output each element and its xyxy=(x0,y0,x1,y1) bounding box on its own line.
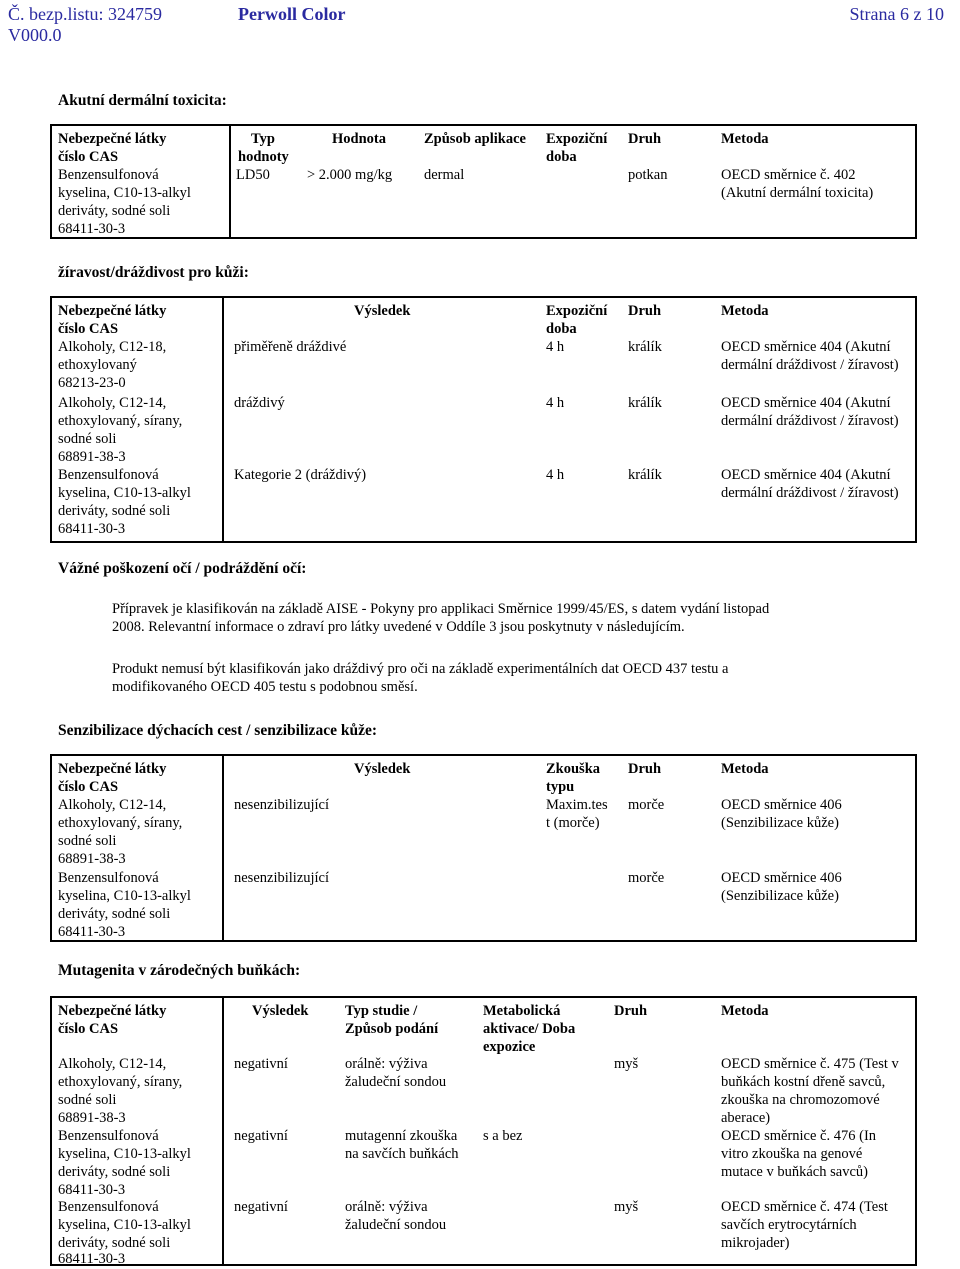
header-type-2: hodnoty xyxy=(238,149,289,165)
row-cas: 68411-30-3 xyxy=(58,221,126,237)
row-study: na savčích buňkách xyxy=(345,1146,459,1162)
header-exposure-2: doba xyxy=(546,149,577,165)
header-species: Druh xyxy=(628,303,662,319)
row-method: vitro zkouška na genové xyxy=(721,1146,863,1162)
header-method: Metoda xyxy=(721,761,769,777)
sensitization-title: Senzibilizace dýchacích cest / senzibilizace kůže: xyxy=(58,722,377,739)
row-substance: Alkoholy, C12-18, xyxy=(58,339,167,355)
header-result: Výsledek xyxy=(354,303,411,319)
row-result: nesenzibilizující xyxy=(234,870,330,886)
row-substance: deriváty, sodné soli xyxy=(58,906,171,922)
row-substance: Benzensulfonová xyxy=(58,870,159,886)
row-method: OECD směrnice 404 (Akutní xyxy=(721,467,891,483)
header-activation-1: Metabolická xyxy=(483,1003,561,1019)
row-substance: Benzensulfonová xyxy=(58,1199,159,1215)
row-cas: 68411-30-3 xyxy=(58,1182,126,1198)
row-substance: kyselina, C10-13-alkyl xyxy=(58,1217,191,1233)
row-method: dermální dráždivost / žíravost) xyxy=(721,485,899,501)
row-result: negativní xyxy=(234,1199,288,1215)
header-substance-1: Nebezpečné látky xyxy=(58,131,167,147)
row-study: žaludeční sondou xyxy=(345,1217,447,1233)
row-method: aberace) xyxy=(721,1110,771,1126)
header-study-1: Typ studie / xyxy=(345,1003,418,1019)
row-substance: kyselina, C10-13-alkyl xyxy=(58,1146,191,1162)
header-species: Druh xyxy=(628,761,662,777)
eye-damage-paragraph-1 xyxy=(112,600,912,636)
row-result: negativní xyxy=(234,1056,288,1072)
row-method: (Senzibilizace kůže) xyxy=(721,888,839,904)
column-divider xyxy=(222,756,224,940)
row-exposure: 4 h xyxy=(546,467,565,483)
row-method: savčích erytrocytárních xyxy=(721,1217,857,1233)
row-substance: deriváty, sodné soli xyxy=(58,1164,171,1180)
row-species: morče xyxy=(628,797,665,813)
version: V000.0 xyxy=(8,25,62,45)
row-method: OECD směrnice č. 476 (In xyxy=(721,1128,877,1144)
row-method: mikrojader) xyxy=(721,1235,790,1251)
row-value: > 2.000 mg/kg xyxy=(307,167,393,183)
row-species: králík xyxy=(628,467,662,483)
row-study: žaludeční sondou xyxy=(345,1074,447,1090)
row-species: potkan xyxy=(628,167,668,183)
row-substance: kyselina, C10-13-alkyl xyxy=(58,888,191,904)
column-divider xyxy=(229,126,231,237)
header-method: Metoda xyxy=(721,303,769,319)
row-substance: deriváty, sodné soli xyxy=(58,1235,171,1251)
eye-damage-title: Vážné poškození očí / podráždění očí: xyxy=(58,560,307,577)
header-test-2: typu xyxy=(546,779,575,795)
row-substance: deriváty, sodné soli xyxy=(58,503,171,519)
row-application: dermal xyxy=(424,167,465,183)
row-method: OECD směrnice č. 474 (Test xyxy=(721,1199,888,1215)
page-number: Strana 6 z 10 xyxy=(849,4,944,24)
row-result: dráždivý xyxy=(234,395,285,411)
row-substance: sodné soli xyxy=(58,1092,117,1108)
row-substance: sodné soli xyxy=(58,833,117,849)
header-test-1: Zkouška xyxy=(546,761,601,777)
row-method: mutace v buňkách savců) xyxy=(721,1164,868,1180)
row-substance: ethoxylovaný xyxy=(58,357,137,373)
row-substance: Alkoholy, C12-14, xyxy=(58,797,167,813)
row-substance: deriváty, sodné soli xyxy=(58,203,171,219)
row-species: králík xyxy=(628,395,662,411)
row-method: OECD směrnice 406 xyxy=(721,870,842,886)
row-cas: 68891-38-3 xyxy=(58,449,126,465)
row-method: buňkách kostní dřeně savců, xyxy=(721,1074,886,1090)
row-exposure: 4 h xyxy=(546,395,565,411)
header-exposure-1: Expoziční xyxy=(546,131,608,147)
row-cas: 68891-38-3 xyxy=(58,1110,126,1126)
row-cas: 68411-30-3 xyxy=(58,1251,126,1267)
header-application: Způsob aplikace xyxy=(424,131,526,147)
skin-irritation-title: žíravost/dráždivost pro kůži: xyxy=(58,264,249,281)
row-activation: s a bez xyxy=(483,1128,523,1144)
row-cas: 68411-30-3 xyxy=(58,521,126,537)
row-type: LD50 xyxy=(236,167,270,183)
row-species: králík xyxy=(628,339,662,355)
paragraph-line: Přípravek je klasifikován na základě AISE - Pokyny pro applikaci Směrnice 1999/45/ES, s datem vydání listopad xyxy=(112,601,770,617)
header-result: Výsledek xyxy=(354,761,411,777)
header-substance-1: Nebezpečné látky xyxy=(58,761,167,777)
mutagenicity-table xyxy=(50,996,917,1266)
header-activation-3: expozice xyxy=(483,1039,536,1055)
header-substance-1: Nebezpečné látky xyxy=(58,1003,167,1019)
header-method: Metoda xyxy=(721,1003,769,1019)
row-method: dermální dráždivost / žíravost) xyxy=(721,357,899,373)
header-exposure-2: doba xyxy=(546,321,577,337)
row-method: OECD směrnice 404 (Akutní xyxy=(721,339,891,355)
row-test: Maxim.tes xyxy=(546,797,608,813)
row-test: t (morče) xyxy=(546,815,600,831)
row-substance: Benzensulfonová xyxy=(58,467,159,483)
header-result: Výsledek xyxy=(252,1003,309,1019)
product-name: Perwoll Color xyxy=(238,4,346,24)
header-type-1: Typ xyxy=(251,131,275,147)
row-cas: 68411-30-3 xyxy=(58,924,126,940)
row-species: myš xyxy=(614,1199,639,1215)
header-substance-2: číslo CAS xyxy=(58,149,119,165)
row-cas: 68213-23-0 xyxy=(58,375,126,391)
mutagenicity-title: Mutagenita v zárodečných buňkách: xyxy=(58,962,301,979)
header-substance-1: Nebezpečné látky xyxy=(58,303,167,319)
row-species: myš xyxy=(614,1056,639,1072)
row-method: (Akutní dermální toxicita) xyxy=(721,185,874,201)
sensitization-table xyxy=(50,754,917,942)
eye-damage-paragraph-2 xyxy=(112,660,912,696)
acute-dermal-title: Akutní dermální toxicita: xyxy=(58,92,227,109)
row-substance: Alkoholy, C12-14, xyxy=(58,395,167,411)
paragraph-line: modifikovaného OECD 405 testu s podobnou směsí. xyxy=(112,679,418,695)
row-method: zkouška na chromozomové xyxy=(721,1092,880,1108)
row-result: negativní xyxy=(234,1128,288,1144)
header-value: Hodnota xyxy=(332,131,386,147)
row-substance: ethoxylovaný, sírany, xyxy=(58,815,183,831)
row-substance: Benzensulfonová xyxy=(58,1128,159,1144)
header-substance-2: číslo CAS xyxy=(58,321,119,337)
acute-dermal-table xyxy=(50,124,917,239)
row-result: přiměřeně dráždivé xyxy=(234,339,347,355)
row-study: orálně: výživa xyxy=(345,1056,428,1072)
row-method: OECD směrnice 406 xyxy=(721,797,842,813)
row-method: (Senzibilizace kůže) xyxy=(721,815,839,831)
row-substance: ethoxylovaný, sírany, xyxy=(58,1074,183,1090)
row-substance: Benzensulfonová xyxy=(58,167,159,183)
header-method: Metoda xyxy=(721,131,769,147)
row-result: nesenzibilizující xyxy=(234,797,330,813)
row-method: dermální dráždivost / žíravost) xyxy=(721,413,899,429)
header-species: Druh xyxy=(628,131,662,147)
header-substance-2: číslo CAS xyxy=(58,779,119,795)
header-species: Druh xyxy=(614,1003,648,1019)
row-substance: Alkoholy, C12-14, xyxy=(58,1056,167,1072)
row-substance: kyselina, C10-13-alkyl xyxy=(58,185,191,201)
header-substance-2: číslo CAS xyxy=(58,1021,119,1037)
header-study-2: Způsob podání xyxy=(345,1021,439,1037)
column-divider xyxy=(222,998,224,1264)
row-study: mutagenní zkouška xyxy=(345,1128,458,1144)
row-study: orálně: výživa xyxy=(345,1199,428,1215)
row-method: OECD směrnice č. 402 xyxy=(721,167,856,183)
header-exposure-1: Expoziční xyxy=(546,303,608,319)
paragraph-line: 2008. Relevantní informace o zdraví pro látky uvedené v Oddíle 3 jsou poskytnuty v následujícím. xyxy=(112,619,685,635)
row-substance: sodné soli xyxy=(58,431,117,447)
header-activation-2: aktivace/ Doba xyxy=(483,1021,576,1037)
doc-number: Č. bezp.listu: 324759 xyxy=(8,4,162,24)
row-species: morče xyxy=(628,870,665,886)
row-substance: kyselina, C10-13-alkyl xyxy=(58,485,191,501)
row-result: Kategorie 2 (dráždivý) xyxy=(234,467,367,483)
row-exposure: 4 h xyxy=(546,339,565,355)
row-cas: 68891-38-3 xyxy=(58,851,126,867)
skin-irritation-table xyxy=(50,296,917,543)
paragraph-line: Produkt nemusí být klasifikován jako dráždivý pro oči na základě experimentálních dat OECD 437 testu a xyxy=(112,661,729,677)
page-header xyxy=(8,4,944,44)
column-divider xyxy=(222,298,224,541)
row-method: OECD směrnice 404 (Akutní xyxy=(721,395,891,411)
row-method: OECD směrnice č. 475 (Test v xyxy=(721,1056,899,1072)
row-substance: ethoxylovaný, sírany, xyxy=(58,413,183,429)
